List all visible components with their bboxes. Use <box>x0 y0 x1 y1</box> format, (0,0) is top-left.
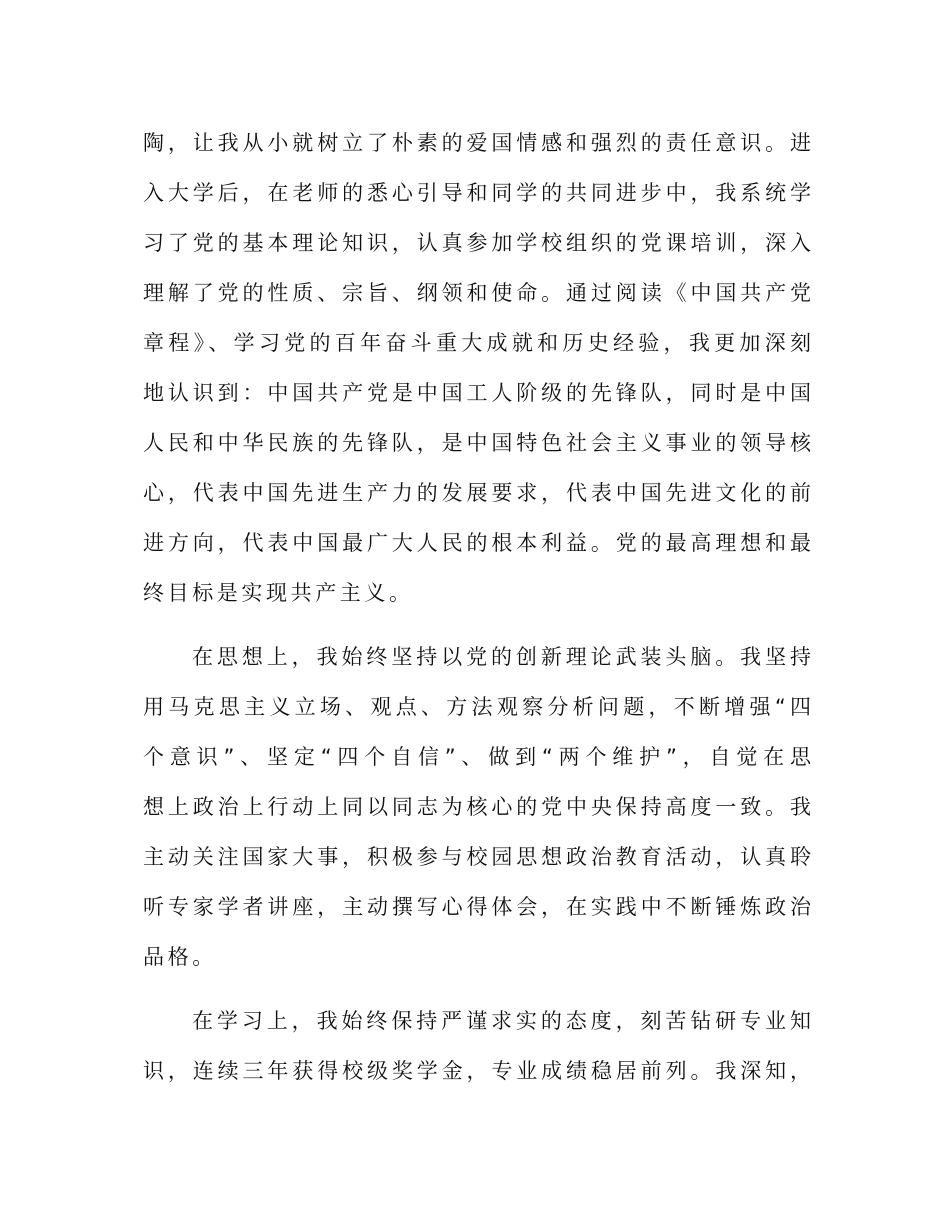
paragraph-1-line: 终目标是实现共产主义。 <box>143 581 414 605</box>
paragraph-1-line: 进方向，代表中国最广大人民的根本利益。党的最高理想和最 <box>143 531 811 555</box>
paragraph-3-line: 在学习上，我始终保持严谨求实的态度，刻苦钻研专业知 <box>192 1009 811 1033</box>
paragraph-1-line: 入大学后，在老师的悉心引导和同学的共同进步中，我系统学 <box>143 181 811 205</box>
paragraph-1-line: 心，代表中国先进生产力的发展要求，代表中国先进文化的前 <box>143 481 811 505</box>
paragraph-2-line: 在思想上，我始终坚持以党的创新理论武装头脑。我坚持 <box>192 645 811 669</box>
paragraph-1-line: 习了党的基本理论知识，认真参加学校组织的党课培训，深入 <box>143 231 811 255</box>
paragraph-1-line: 地认识到：中国共产党是中国工人阶级的先锋队，同时是中国 <box>143 381 811 405</box>
paragraph-1-line: 理解了党的性质、宗旨、纲领和使命。通过阅读《中国共产党 <box>143 281 811 305</box>
paragraph-2-line: 用马克思主义立场、观点、方法观察分析问题，不断增强“四 <box>143 695 811 719</box>
paragraph-1-line: 人民和中华民族的先锋队，是中国特色社会主义事业的领导核 <box>143 431 811 455</box>
paragraph-2-line: 品格。 <box>143 945 217 969</box>
paragraph-2-line: 个意识”、坚定“四个自信”、做到“两个维护”，自觉在思 <box>143 745 811 769</box>
paragraph-2-line: 想上政治上行动上同以同志为核心的党中央保持高度一致。我 <box>143 795 811 819</box>
paragraph-2-line: 听专家学者讲座，主动撰写心得体会，在实践中不断锤炼政治 <box>143 895 811 919</box>
paragraph-1-line: 章程》、学习党的百年奋斗重大成就和历史经验，我更加深刻 <box>143 331 811 355</box>
paragraph-2-line: 主动关注国家大事，积极参与校园思想政治教育活动，认真聆 <box>143 845 811 869</box>
paragraph-1-line: 陶，让我从小就树立了朴素的爱国情感和强烈的责任意识。进 <box>143 131 811 155</box>
paragraph-3-line: 识，连续三年获得校级奖学金，专业成绩稳居前列。我深知， <box>143 1059 811 1083</box>
